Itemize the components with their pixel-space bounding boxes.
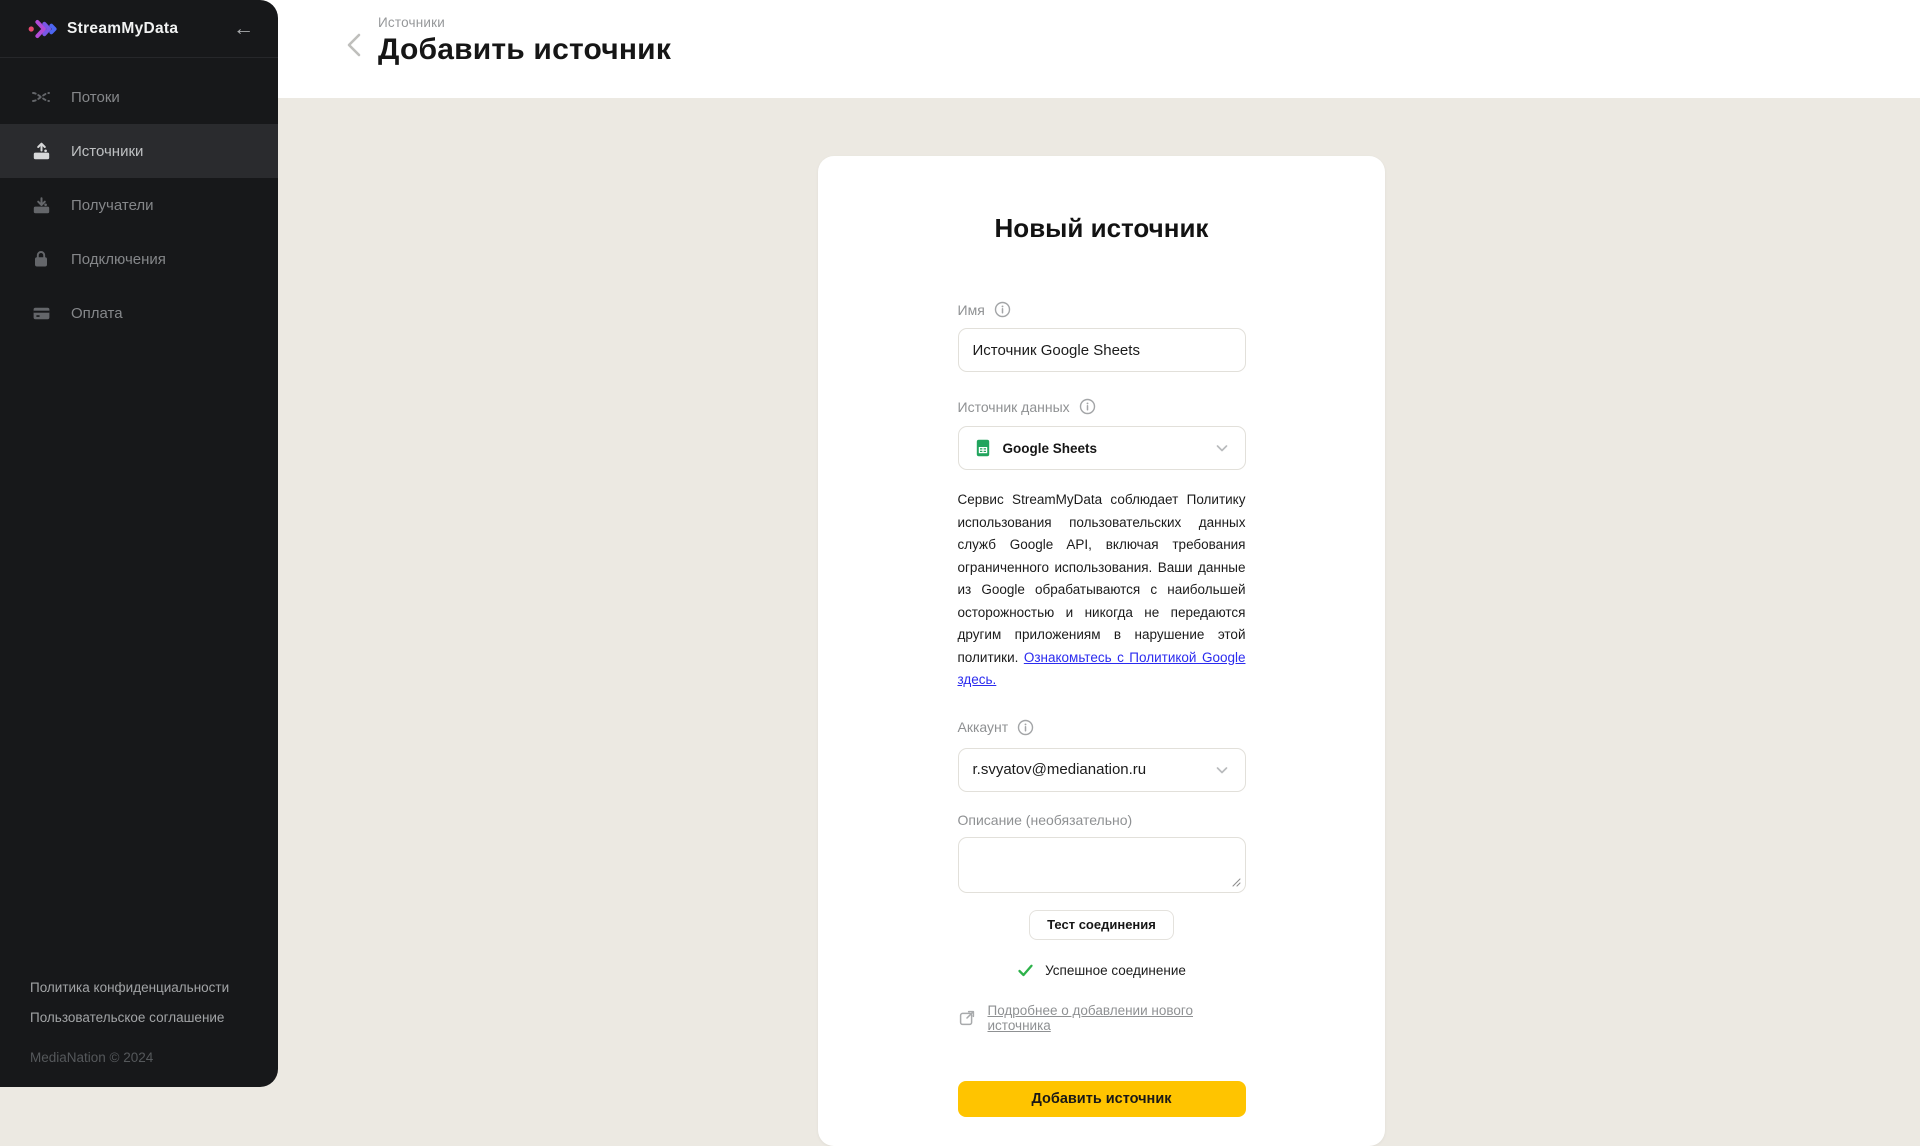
docs-link[interactable]: Подробнее о добавлении нового источника: [987, 1002, 1193, 1033]
sidebar-item-connections[interactable]: [0, 232, 278, 286]
description-label: Описание (необязательно): [957, 811, 1133, 828]
add-source-button[interactable]: Добавить источник: [958, 1081, 1246, 1117]
sidebar-item-sources[interactable]: [0, 124, 278, 178]
terms-link[interactable]: Пользовательское соглашение: [30, 1010, 225, 1025]
card-title: Новый источник: [994, 213, 1209, 243]
top-header: [0, 0, 1920, 98]
external-link-icon: [958, 1009, 976, 1027]
sidebar-item-label: Получатели: [71, 196, 154, 214]
sidebar-item-payment[interactable]: [0, 286, 278, 340]
sidebar-logo-row: [0, 0, 278, 58]
sidebar-item-label: Оплата: [71, 304, 123, 322]
sidebar-item-label: Источники: [71, 142, 144, 160]
payment-icon: [30, 302, 52, 324]
account-label: Аккаунт: [957, 719, 1009, 735]
back-button[interactable]: [340, 28, 370, 62]
sidebar-item-receivers[interactable]: [0, 178, 278, 232]
policy-text: Сервис StreamMyData соблюдает Политику использования пользовательских данных служб Google API, включая требования ограниченного использования. Ваши данные из Google обрабатываются с наибольшей осторожностью и никогда не передаются другим приложениям в нарушение этой политики.: [957, 492, 1246, 665]
sidebar-item-streams[interactable]: [0, 70, 278, 124]
chevron-down-icon: [1213, 439, 1231, 457]
data-source-label: Источник данных: [957, 398, 1070, 415]
streams-icon: [30, 86, 52, 108]
info-icon[interactable]: [1079, 398, 1096, 415]
sources-icon: [30, 140, 52, 162]
google-sheets-icon: [973, 438, 993, 458]
app-name: StreamMyData: [67, 19, 179, 37]
status-text: Успешное соединение: [1045, 962, 1186, 978]
sidebar-footer: [0, 980, 278, 1087]
page-title: Добавить источник: [378, 33, 672, 66]
google-policy-link[interactable]: Ознакомьтесь с Политикой Google здесь.: [957, 649, 1246, 687]
sidebar-item-label: Потоки: [71, 88, 120, 106]
selected-account: r.svyatov@medianation.ru: [972, 761, 1147, 778]
source-name-input[interactable]: [958, 328, 1246, 372]
info-icon[interactable]: [1017, 719, 1034, 736]
description-textarea[interactable]: [958, 837, 1246, 893]
streammydata-logo-icon: [28, 15, 58, 43]
sidebar-item-label: Подключения: [71, 250, 166, 268]
receivers-icon: [30, 194, 52, 216]
chevron-down-icon: [1213, 761, 1231, 779]
privacy-policy-link[interactable]: Политика конфиденциальности: [30, 980, 230, 995]
sidebar: [0, 0, 278, 1087]
test-connection-button[interactable]: Тест соединения: [1029, 910, 1174, 940]
connection-status: [958, 962, 1246, 979]
connections-icon: [30, 248, 52, 270]
check-icon: [1017, 962, 1034, 979]
selected-source: Google Sheets: [1002, 440, 1098, 456]
sidebar-collapse-button[interactable]: [229, 14, 258, 43]
account-select[interactable]: [958, 748, 1246, 792]
new-source-card: [818, 156, 1385, 1146]
info-icon[interactable]: [994, 301, 1011, 318]
arrow-left-icon: ←: [233, 17, 254, 40]
data-source-select[interactable]: [958, 426, 1246, 470]
copyright: MediaNation © 2024: [30, 1050, 154, 1065]
google-policy-text: [958, 489, 1246, 692]
name-label: Имя: [957, 301, 985, 318]
sidebar-nav: [0, 58, 278, 340]
chevron-left-icon: [344, 31, 366, 59]
breadcrumb[interactable]: Источники: [378, 15, 445, 30]
